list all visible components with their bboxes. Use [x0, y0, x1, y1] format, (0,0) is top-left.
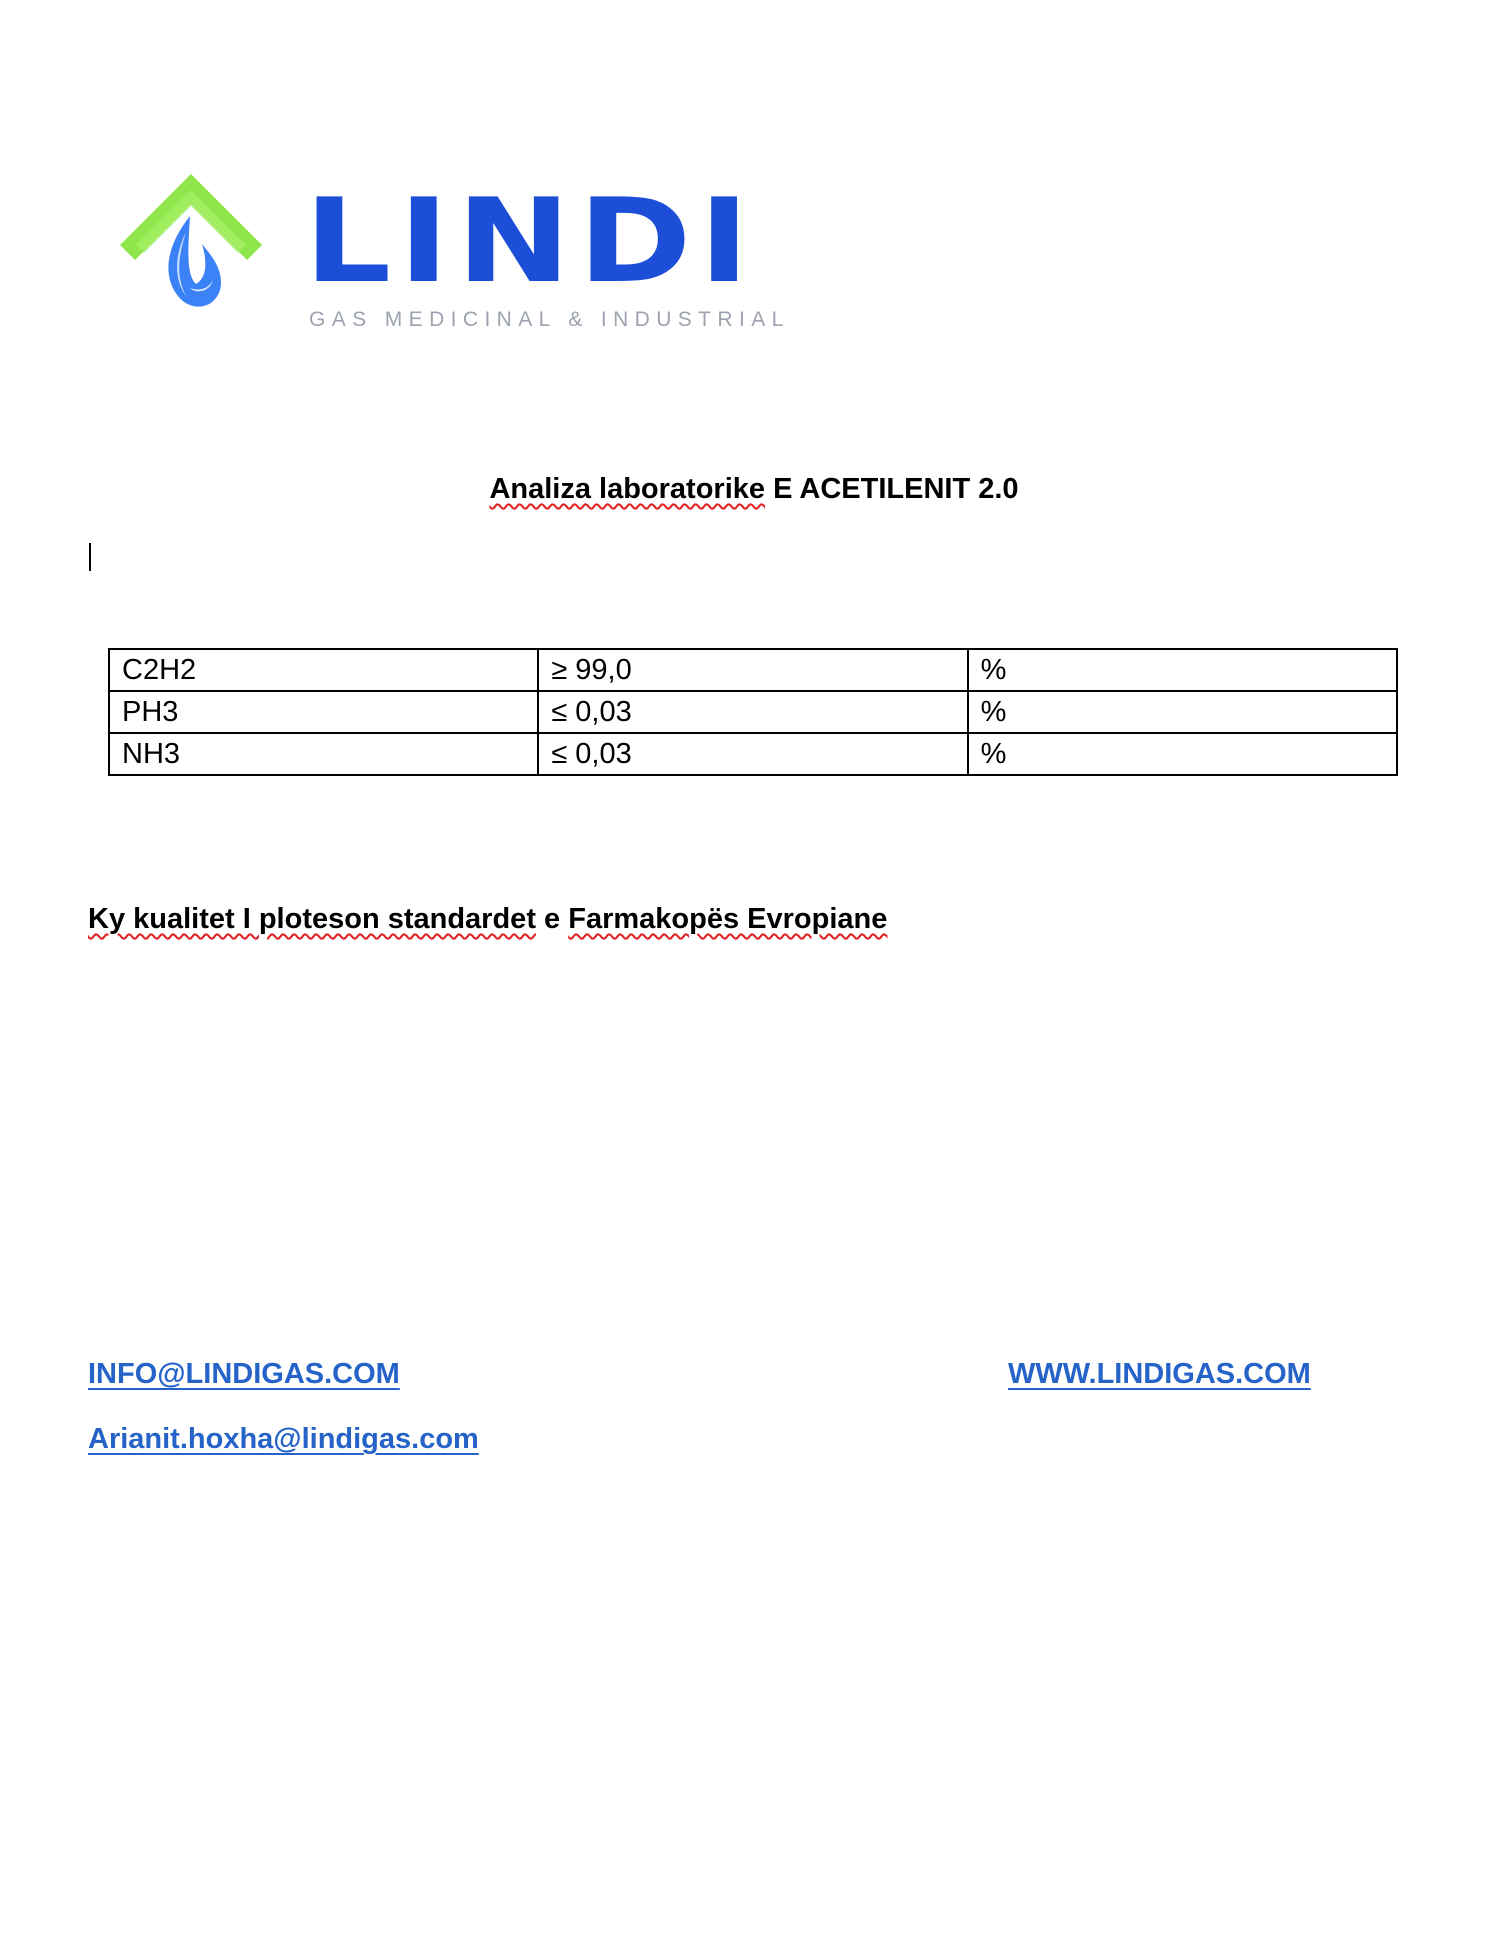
quality-statement: [88, 903, 887, 936]
document-title: [0, 473, 1508, 506]
table-row: [109, 733, 1397, 775]
component-cell: C2H2: [109, 649, 538, 691]
unit-cell: %: [968, 649, 1397, 691]
text-cursor: [89, 543, 91, 571]
statement-part-spellchecked-2: Farmakopës Evropiane: [568, 903, 888, 935]
unit-cell: %: [968, 733, 1397, 775]
website-link[interactable]: WWW.LINDIGAS.COM: [1008, 1358, 1311, 1390]
logo-wordmark: LINDI: [304, 174, 757, 309]
company-logo: [116, 170, 790, 345]
statement-part-plain: e: [535, 903, 569, 935]
info-email-link[interactable]: INFO@LINDIGAS.COM: [88, 1358, 400, 1390]
title-part-rest: E ACETILENIT 2.0: [765, 473, 1019, 505]
component-cell: PH3: [109, 691, 538, 733]
title-part-spellchecked: Analiza laboratorike: [489, 473, 766, 505]
table-row: [109, 649, 1397, 691]
contact-email-link[interactable]: Arianit.hoxha@lindigas.com: [88, 1423, 479, 1455]
unit-cell: %: [968, 691, 1397, 733]
table-row: [109, 691, 1397, 733]
value-cell: ≤ 0,03: [538, 733, 967, 775]
logo-tagline: GAS MEDICINAL & INDUSTRIAL: [309, 308, 790, 331]
flame-diamond-icon: [116, 170, 266, 320]
value-cell: ≥ 99,0: [538, 649, 967, 691]
specification-table: [108, 648, 1398, 776]
statement-part-spellchecked: Ky kualitet I ploteson standardet: [88, 903, 536, 935]
component-cell: NH3: [109, 733, 538, 775]
value-cell: ≤ 0,03: [538, 691, 967, 733]
